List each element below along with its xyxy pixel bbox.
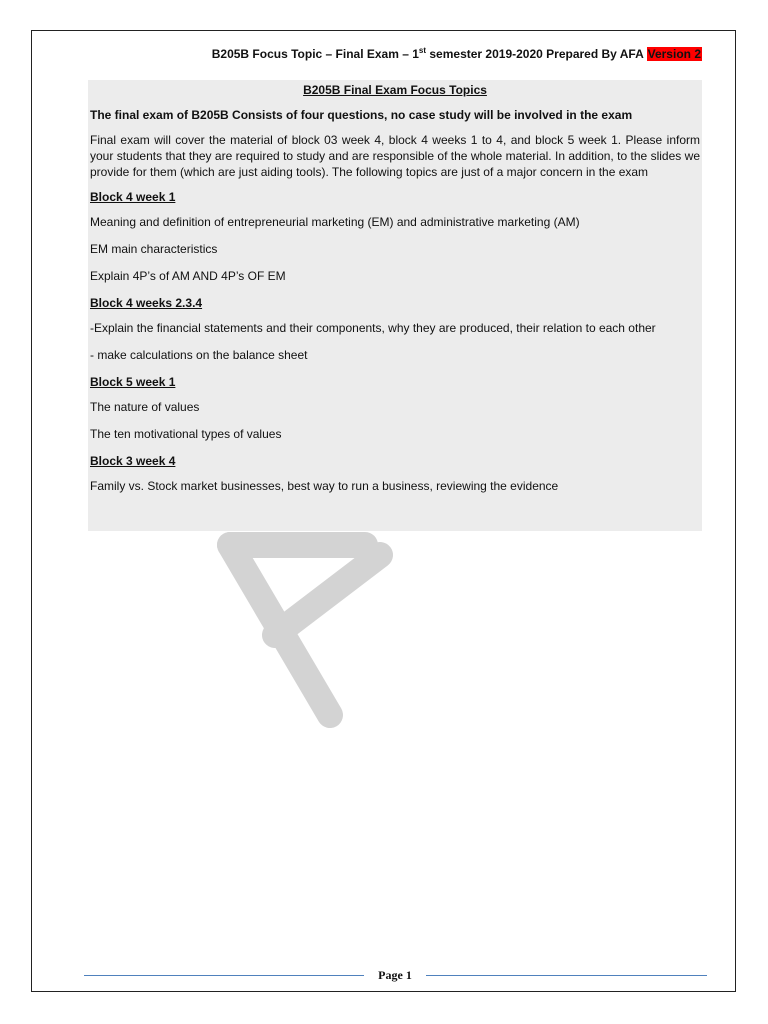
coverage-paragraph: Final exam will cover the material of block 03 week 4, block 4 weeks 1 to 4, and block 5 week 1. Please inform your students that they are required to study and are responsible of the whole material. In addition, to the slides we provide for them (which are just aiding tools). The following topics are just of a major concern in the exam — [90, 133, 700, 179]
topic-item: Family vs. Stock market businesses, best way to run a business, reviewing the evidence — [90, 479, 559, 493]
focus-topics-panel — [88, 80, 702, 531]
header-suffix: semester 2019-2020 Prepared By AFA — [426, 47, 647, 61]
header-prefix: B205B Focus Topic – Final Exam – 1 — [211, 47, 419, 61]
footer-rule-right — [426, 975, 707, 976]
section-block-4-weeks-2-3-4 — [90, 295, 700, 363]
section-block-4-week-1 — [90, 189, 700, 284]
footer-rule-left — [84, 975, 364, 976]
topic-item: Explain 4P’s of AM AND 4P’s OF EM — [90, 269, 286, 283]
document-title: B205B Final Exam Focus Topics — [303, 83, 487, 97]
section-block-3-week-4 — [90, 453, 700, 494]
section-heading: Block 4 weeks 2.3.4 — [90, 296, 203, 310]
topic-item: -Explain the financial statements and their components, why they are produced, their relation to each other — [90, 321, 656, 335]
section-heading: Block 3 week 4 — [90, 454, 176, 468]
section-block-5-week-1 — [90, 374, 700, 442]
topic-item: The ten motivational types of values — [90, 427, 282, 441]
topic-item: The nature of values — [90, 400, 200, 414]
page-footer — [84, 966, 707, 986]
document-header — [60, 46, 702, 61]
exam-intro: The final exam of B205B Consists of four questions, no case study will be involved in the exam — [90, 108, 633, 122]
section-heading: Block 5 week 1 — [90, 375, 176, 389]
header-superscript: st — [418, 46, 427, 55]
topic-item: EM main characteristics — [90, 242, 218, 256]
topic-item: Meaning and definition of entrepreneurial marketing (EM) and administrative marketing (AM) — [90, 215, 580, 229]
page-number: Page 1 — [378, 968, 412, 982]
section-heading: Block 4 week 1 — [90, 190, 176, 204]
topic-item: - make calculations on the balance sheet — [90, 348, 308, 362]
version-tag: Version 2 — [647, 47, 701, 61]
